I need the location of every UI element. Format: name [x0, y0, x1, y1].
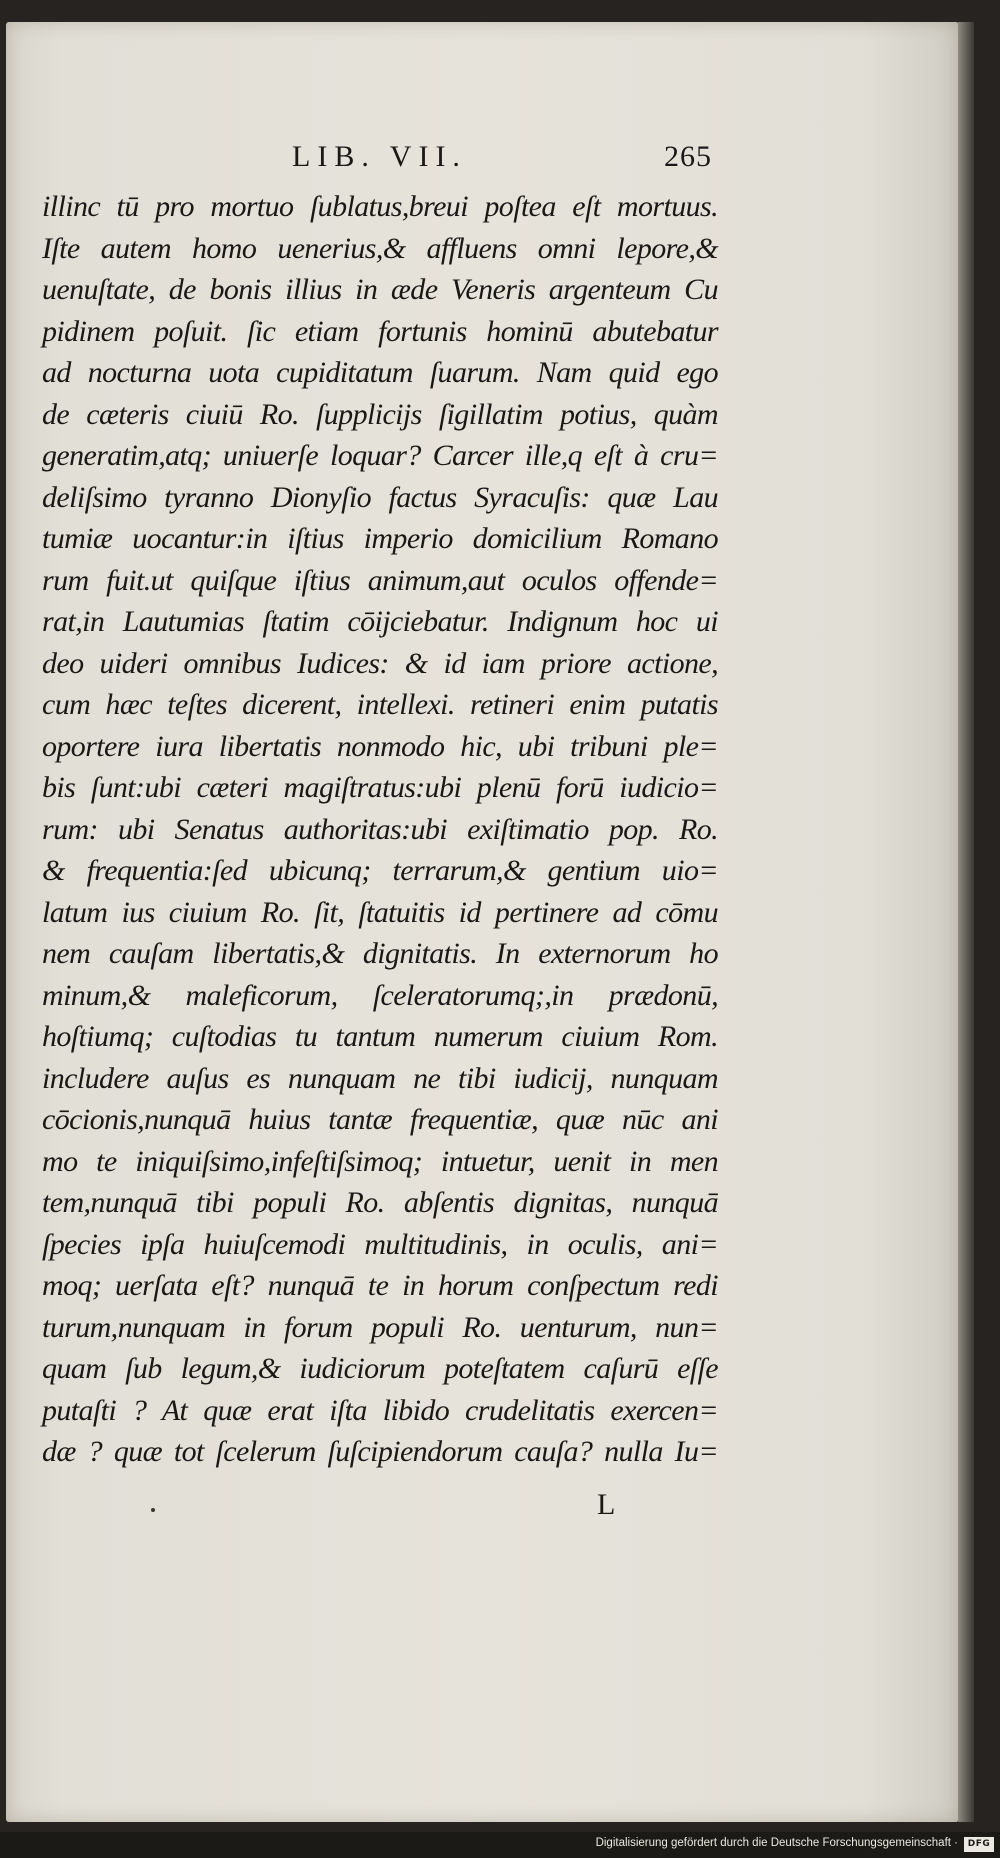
text-line: cōcionis,nunquā huius tantæ frequentiæ, quæ nūc ani [42, 1103, 718, 1136]
text-line: rum: ubi Senatus authoritas:ubi exiſtimatio pop. Ro. [42, 812, 718, 846]
digitization-credit: Digitalisierung gefördert durch die Deutsche Forschungsgemeinschaft · [595, 1837, 958, 1849]
text-line: ad nocturna uota cupiditatum ſuarum. Nam quid ego [42, 356, 718, 389]
dfg-logo: DFG [964, 1837, 994, 1852]
signature-mark: L [597, 1488, 616, 1521]
text-line: rat,in Lautumias ſtatim cōijciebatur. Indignum hoc ui [42, 605, 718, 638]
running-head: LIB. VII. [292, 140, 467, 173]
text-line: mo te iniquiſsimo,infeſtiſsimoq; intuetur, uenit in men [42, 1144, 718, 1178]
text-line: moq; uerſata eſt? nunquā te in horum conſpectum redi [42, 1269, 718, 1302]
ink-speck [151, 1508, 155, 1512]
text-line: hoſtiumq; cuſtodias tu tantum numerum ciuium Rom. [42, 1020, 718, 1053]
text-line: latum ius ciuium Ro. ſit, ſtatuitis id pertinere ad cōmu [42, 895, 718, 929]
text-line: oportere iura libertatis nonmodo hic, ubi tribuni ple= [42, 729, 718, 763]
text-line: uenuſtate, de bonis illius in æde Veneris argenteum Cu [42, 273, 718, 306]
text-line: illinc tū pro mortuo ſublatus,breui poſtea eſt mortuus. [42, 190, 718, 223]
page-header [292, 140, 712, 180]
text-line: quam ſub legum,& iudiciorum poteſtatem caſurū eſſe [42, 1352, 718, 1385]
body-text [42, 186, 718, 1473]
text-line: tem,nunquā tibi populi Ro. abſentis dignitas, nunquā [42, 1186, 718, 1219]
text-line: Iſte autem homo uenerius,& affluens omni lepore,& [42, 231, 718, 265]
text-line: putaſti ? At quæ erat iſta libido crudelitatis exercen= [42, 1393, 718, 1427]
page-edge [958, 22, 974, 1822]
text-line: de cæteris ciuiū Ro. ſupplicijs ſigillatim potius, quàm [42, 397, 718, 431]
page-number: 265 [664, 140, 712, 173]
text-line: ſpecies ipſa huiuſcemodi multitudinis, in oculis, ani= [42, 1227, 718, 1261]
text-line: dæ ? quæ tot ſcelerum ſuſcipiendorum cauſa? nulla Iu= [42, 1435, 718, 1468]
text-line: rum fuit.ut quiſque iſtius animum,aut oculos offende= [42, 563, 718, 597]
text-line: bis ſunt:ubi cæteri magiſtratus:ubi plenū forū iudicio= [42, 771, 718, 804]
text-line: nem cauſam libertatis,& dignitatis. In externorum ho [42, 937, 718, 970]
text-line: deo uideri omnibus Iudices: & id iam priore actione, [42, 646, 718, 680]
text-line: turum,nunquam in forum populi Ro. uenturum, nun= [42, 1310, 718, 1344]
text-line: includere auſus es nunquam ne tibi iudicij, nunquam [42, 1061, 718, 1095]
footer-bar [0, 1832, 1000, 1858]
text-line: deliſsimo tyranno Dionyſio factus Syracuſis: quæ Lau [42, 480, 718, 514]
text-line: minum,& maleficorum, ſceleratorumq;,in prædonū, [42, 978, 718, 1012]
text-line: pidinem poſuit. ſic etiam fortunis hominū abutebatur [42, 314, 718, 348]
text-line: tumiæ uocantur:in iſtius imperio domicilium Romano [42, 522, 718, 555]
text-line: generatim,atq; uniuerſe loquar? Carcer ille,q eſt à cru= [42, 439, 718, 472]
text-line: & frequentia:ſed ubicunq; terrarum,& gentium uio= [42, 854, 718, 887]
text-line: cum hæc teſtes dicerent, intellexi. retineri enim putatis [42, 688, 718, 721]
